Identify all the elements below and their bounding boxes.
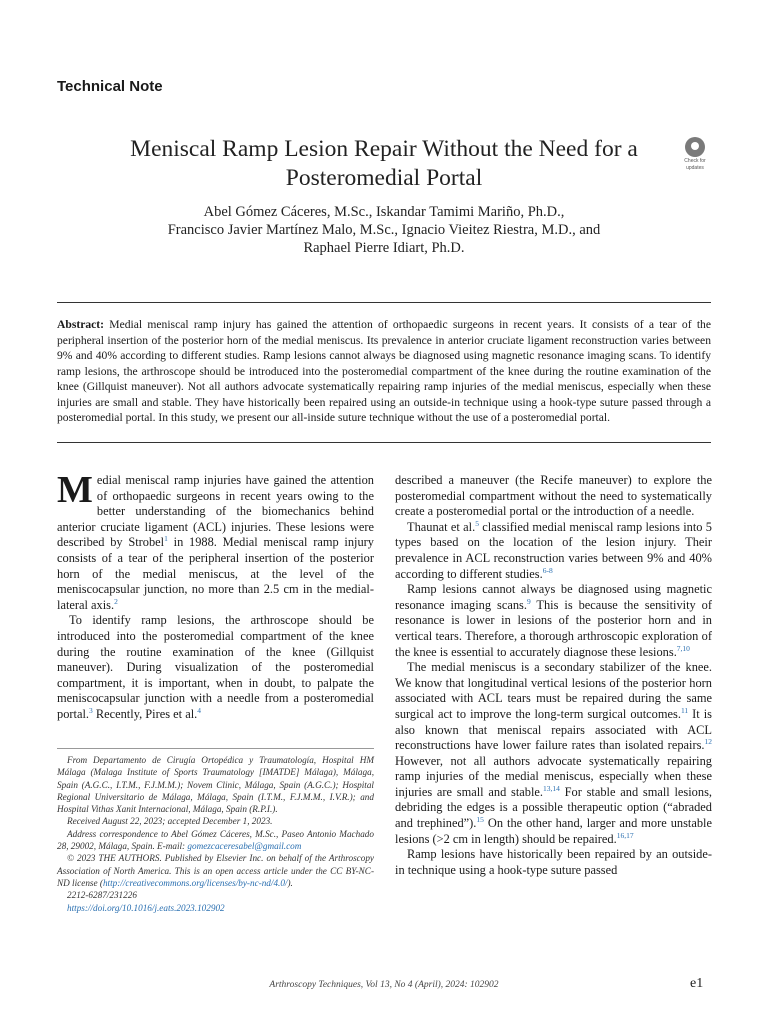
footnotes (57, 754, 374, 914)
footnote-copyright-text: © 2023 THE AUTHORS. Published by Elsevier Inc. on behalf of the Arthroscopy Association of North America. This is an open access article under the CC BY-NC-ND license ( (57, 853, 374, 888)
footnote-address (57, 828, 374, 853)
footnote-copyright (57, 852, 374, 889)
body-paragraph (57, 469, 375, 613)
author-list (60, 203, 708, 257)
footnote-copyright-end: ). (287, 877, 293, 888)
journal-footer: Arthroscopy Techniques, Vol 13, No 4 (April), 2024: 102902 (269, 980, 499, 990)
check-for-updates-badge[interactable] (675, 137, 715, 173)
body-paragraph (395, 660, 712, 847)
citation-link[interactable]: 16,17 (616, 830, 634, 840)
citation-link[interactable]: 12 (704, 736, 712, 746)
abstract-top-rule (57, 302, 711, 303)
license-link[interactable]: http://creativecommons.org/licenses/by-nc-nd/4.0/ (102, 877, 288, 888)
body-text: The medial meniscus is a secondary stabilizer of the knee. We know that longitudinal vertical lesions of the posterior horn associated with ACL tears must be repaired during the same surgical act to improve the long-term surgical outcomes. (395, 660, 712, 721)
citation-link[interactable]: 7,10 (676, 643, 690, 653)
footnote-issn: 2212-6287/231226 (67, 890, 137, 901)
email-link[interactable]: gomezcaceresabel@gmail.com (187, 841, 302, 852)
body-paragraph (395, 520, 712, 582)
citation-link[interactable]: 3 (89, 705, 93, 715)
badge-text-line1: Check for (684, 158, 706, 164)
article-type-label: Technical Note (57, 78, 163, 95)
citation-link[interactable]: 2 (114, 596, 118, 606)
abstract-bottom-rule (57, 442, 711, 443)
citation-link[interactable]: 15 (476, 814, 484, 824)
page-number: e1 (690, 976, 704, 991)
footnote-rule (57, 748, 374, 749)
body-text: Thaunat et al. (407, 519, 476, 534)
check-for-updates-icon (685, 137, 705, 157)
body-paragraph (395, 582, 712, 660)
citation-link[interactable]: 13,14 (543, 783, 560, 793)
article-title: Meniscal Ramp Lesion Repair Without the Need for a Posteromedial Portal (130, 136, 638, 191)
body-text: It is also known that meniscal repairs associated with ACL reconstructions have lower failure rates than isolated repairs. (395, 706, 712, 753)
body-text: For stable and small lesions, debriding the edges is a possible therapeutic option (“abraded and trephined”). (395, 784, 712, 831)
author-line-3: Raphael Pierre Idiart, Ph.D. (303, 240, 465, 256)
body-text: On the other hand, larger and more unstable lesions (>2 cm in length) should be repaired. (395, 816, 712, 846)
footnote-address-text: Address correspondence to Abel Gómez Cáceres, M.Sc., Paseo Antonio Machado 28, 29002, Málaga, Spain. E-mail: (57, 828, 374, 852)
abstract (57, 317, 711, 426)
abstract-label: Abstract: (57, 318, 105, 331)
body-text: Recently, Pires et al. (92, 706, 198, 721)
citation-link[interactable]: 1 (164, 534, 168, 544)
body-column-left (57, 469, 375, 723)
body-column-right (395, 473, 712, 878)
footnote-affiliation: From Departamento de Cirugía Ortopédica y Traumatología, Hospital HM Málaga (Malaga Institute of Sports Traumatology [IMATDE] Málaga), Málaga, Spain (A.G.C., I.T.M., F.J.M.M.); Novem Clinic, Málaga, Spain (A.G.C.); Hospital Regional Universitario de Málaga, Málaga, Spain (I.T.M., F.J.M.M., I.V.R.); and Hospital Vithas Xanit Internacional, Málaga, Spain (R.P.I.). (57, 755, 374, 815)
citation-link[interactable]: 4 (197, 705, 201, 715)
footnote-received: Received August 22, 2023; accepted December 1, 2023. (67, 816, 273, 827)
footnote-doi (57, 902, 374, 914)
citation-link[interactable]: 11 (680, 705, 689, 715)
body-text: However, not all authors advocate systematically repairing ramp injuries of the medial meniscus, especially when these injuries are small and stable. (395, 753, 712, 799)
citation-link[interactable]: 9 (526, 596, 531, 606)
body-text: Ramp lesions cannot always be diagnosed using magnetic resonance imaging scans. (395, 582, 712, 612)
body-paragraph (57, 613, 374, 722)
body-text: in 1988. Medial meniscal ramp injury consists of a tear of the peripheral insertion of the posterior horn of the medial meniscus, at the level of the meniscocapsular junction, no more than 2.5 cm in the medial-lateral axis. (57, 535, 375, 612)
body-paragraph: described a maneuver (the Recife maneuver) to explore the posteromedial compartment without the need to systematically create a posteromedial portal or the introduction of a needle. (395, 473, 712, 519)
body-text: This is because the sensitivity of resonance is lower in lesions of the posterior horn and in vertical tears. Therefore, a thorough arthroscopic exploration of the knee is essential to accurately diagnose these lesions. (395, 597, 712, 659)
body-text: To identify ramp lesions, the arthroscope should be introduced into the posteromedial compartment of the knee during the routine examination of the knee (Gillquist maneuver). During visualization of the posteromedial compartment, it is important, when in doubt, to palpate the meniscocapsular junction with a needle from a posteromedial portal. (57, 613, 374, 721)
citation-link[interactable]: 5 (475, 518, 479, 528)
body-paragraph: Ramp lesions have historically been repaired by an outside-in technique using a hook-type suture passed (395, 847, 712, 877)
author-line-2: Francisco Javier Martínez Malo, M.Sc., Ignacio Vieitez Riestra, M.D., and (167, 222, 601, 238)
author-line-1: Abel Gómez Cáceres, M.Sc., Iskandar Tamimi Mariño, Ph.D., (203, 204, 565, 220)
badge-text-line2: updates (686, 165, 704, 171)
drop-cap: M (57, 469, 93, 511)
doi-link[interactable]: https://doi.org/10.1016/j.eats.2023.102902 (67, 902, 225, 913)
abstract-text: Medial meniscal ramp injury has gained the attention of orthopaedic surgeons in recent years. It consists of a tear of the peripheral insertion of the posterior horn of the medial meniscus. Its prevalence in anterior cruciate ligament reconstruction varies between 9% and 40% according to different studies. Ramp lesions cannot always be diagnosed using magnetic resonance imaging scans. To identify ramp lesions, the arthroscope should be introduced into the posteromedial compartment of the knee during the routine examination of the knee (Gillquist maneuver). Not all authors advocate systematically repairing ramp injuries of the medial meniscus, especially when these injuries are small and stable. They have historically been repaired using an outside-in technique using a hook-type suture passed through a posteromedial portal. In this study, we present our all-inside suture technique without the use of a posteromedial portal. (57, 318, 711, 424)
citation-link[interactable]: 6-8 (542, 565, 553, 575)
body-text: edial meniscal ramp injuries have gained the attention of orthopaedic surgeons in recent years owing to the better understanding of the biomechanics behind anterior cruciate ligament (ACL) injuries. These lesions were described by Strobel (57, 473, 374, 550)
body-text: classified medial meniscal ramp lesions into 5 types based on the location of the lesion injury. Their prevalence in ACL reconstruction varies between 9% and 40% according to different studies. (395, 519, 712, 581)
